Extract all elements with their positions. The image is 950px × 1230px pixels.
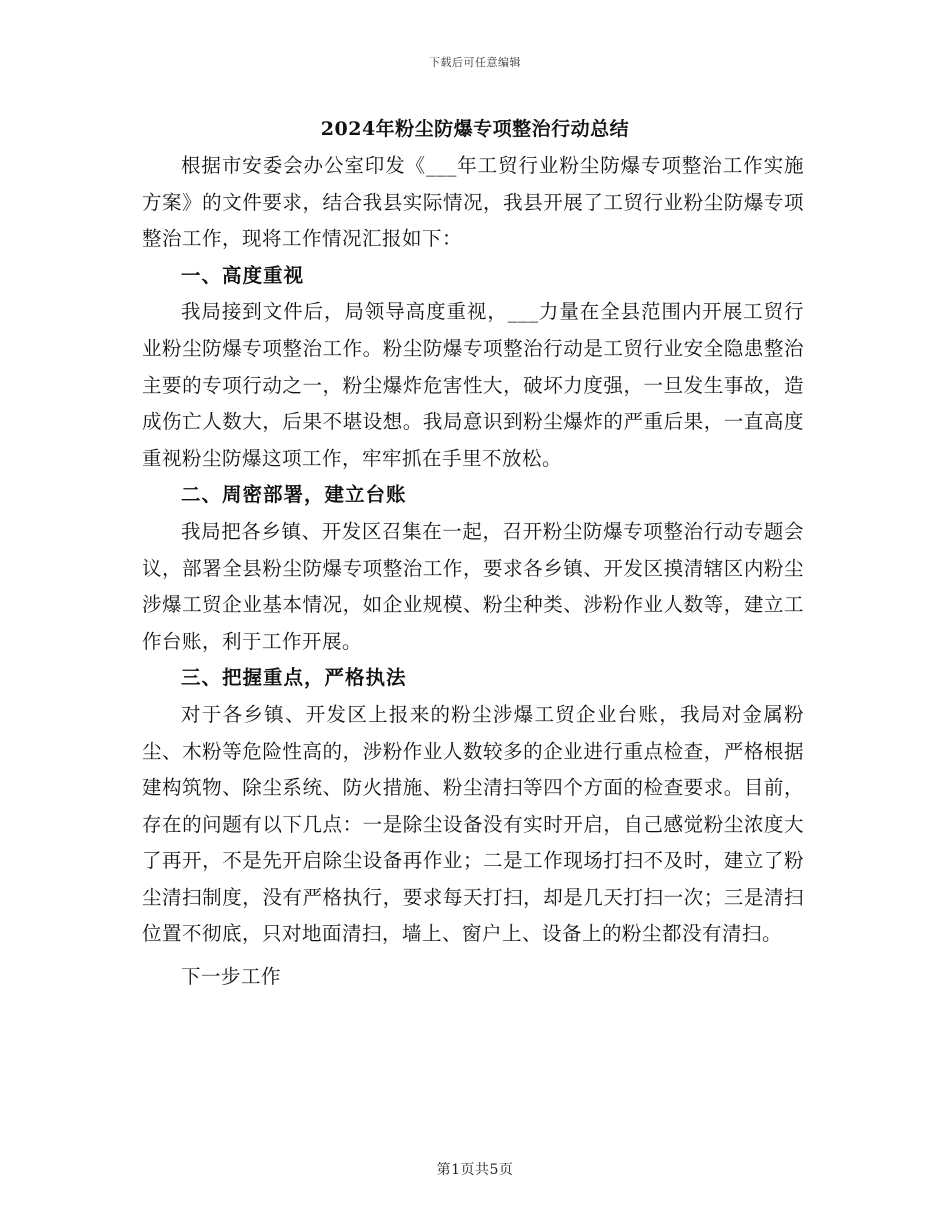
next-step-paragraph: 下一步工作 bbox=[181, 965, 282, 989]
section-body-3: 对于各乡镇、开发区上报来的粉尘涉爆工贸企业台账，我局对金属粉尘、木粉等危险性高的，涉粉作业人数较多的企业进行重点检查，严格根据建构筑物、除尘系统、防火措施、粉尘清扫等四个方面的检查要求。目前，存在的问题有以下几点：一是除尘设备没有实时开启，自己感觉粉尘浓度大了再开，不是先开启除尘设备再作业；二是工作现场打扫不及时，建立了粉尘清扫制度，没有严格执行，要求每天打扫，却是几天打扫一次；三是清扫位置不彻底，只对地面清扫，墙上、窗户上、设备上的粉尘都没有清扫。 bbox=[142, 702, 804, 946]
section-body-1: 我局接到文件后，局领导高度重视，___力量在全县范围内开展工贸行业粉尘防爆专项整治工作。粉尘防爆专项整治行动是工贸行业安全隐患整治主要的专项行动之一，粉尘爆炸危害性大，破坏力度强，一旦发生事故，造成伤亡人数大，后果不堪设想。我局意识到粉尘爆炸的严重后果，一直高度重视粉尘防爆这项工作，牢牢抓在手里不放松。 bbox=[142, 300, 804, 470]
section-heading-2: 二、周密部署，建立台账 bbox=[181, 483, 407, 507]
section-body-2: 我局把各乡镇、开发区召集在一起，召开粉尘防爆专项整治行动专题会议，部署全县粉尘防爆专项整治工作，要求各乡镇、开发区摸清辖区内粉尘涉爆工贸企业基本情况，如企业规模、粉尘种类、涉粉作业人数等，建立工作台账，利于工作开展。 bbox=[142, 519, 804, 653]
page-footer: 第1页共5页 bbox=[436, 1162, 514, 1178]
document-title: 2024年粉尘防爆专项整治行动总结 bbox=[320, 118, 630, 140]
header-note: 下载后可任意编辑 bbox=[429, 56, 521, 69]
section-heading-1: 一、高度重视 bbox=[181, 263, 305, 287]
section-heading-3: 三、把握重点，严格执法 bbox=[181, 666, 407, 690]
document-body bbox=[142, 148, 804, 996]
intro-paragraph: 根据市安委会办公室印发《___年工贸行业粉尘防爆专项整治工作实施方案》的文件要求，结合我县实际情况，我县开展了工贸行业粉尘防爆专项整治工作，现将工作情况汇报如下： bbox=[142, 154, 804, 251]
